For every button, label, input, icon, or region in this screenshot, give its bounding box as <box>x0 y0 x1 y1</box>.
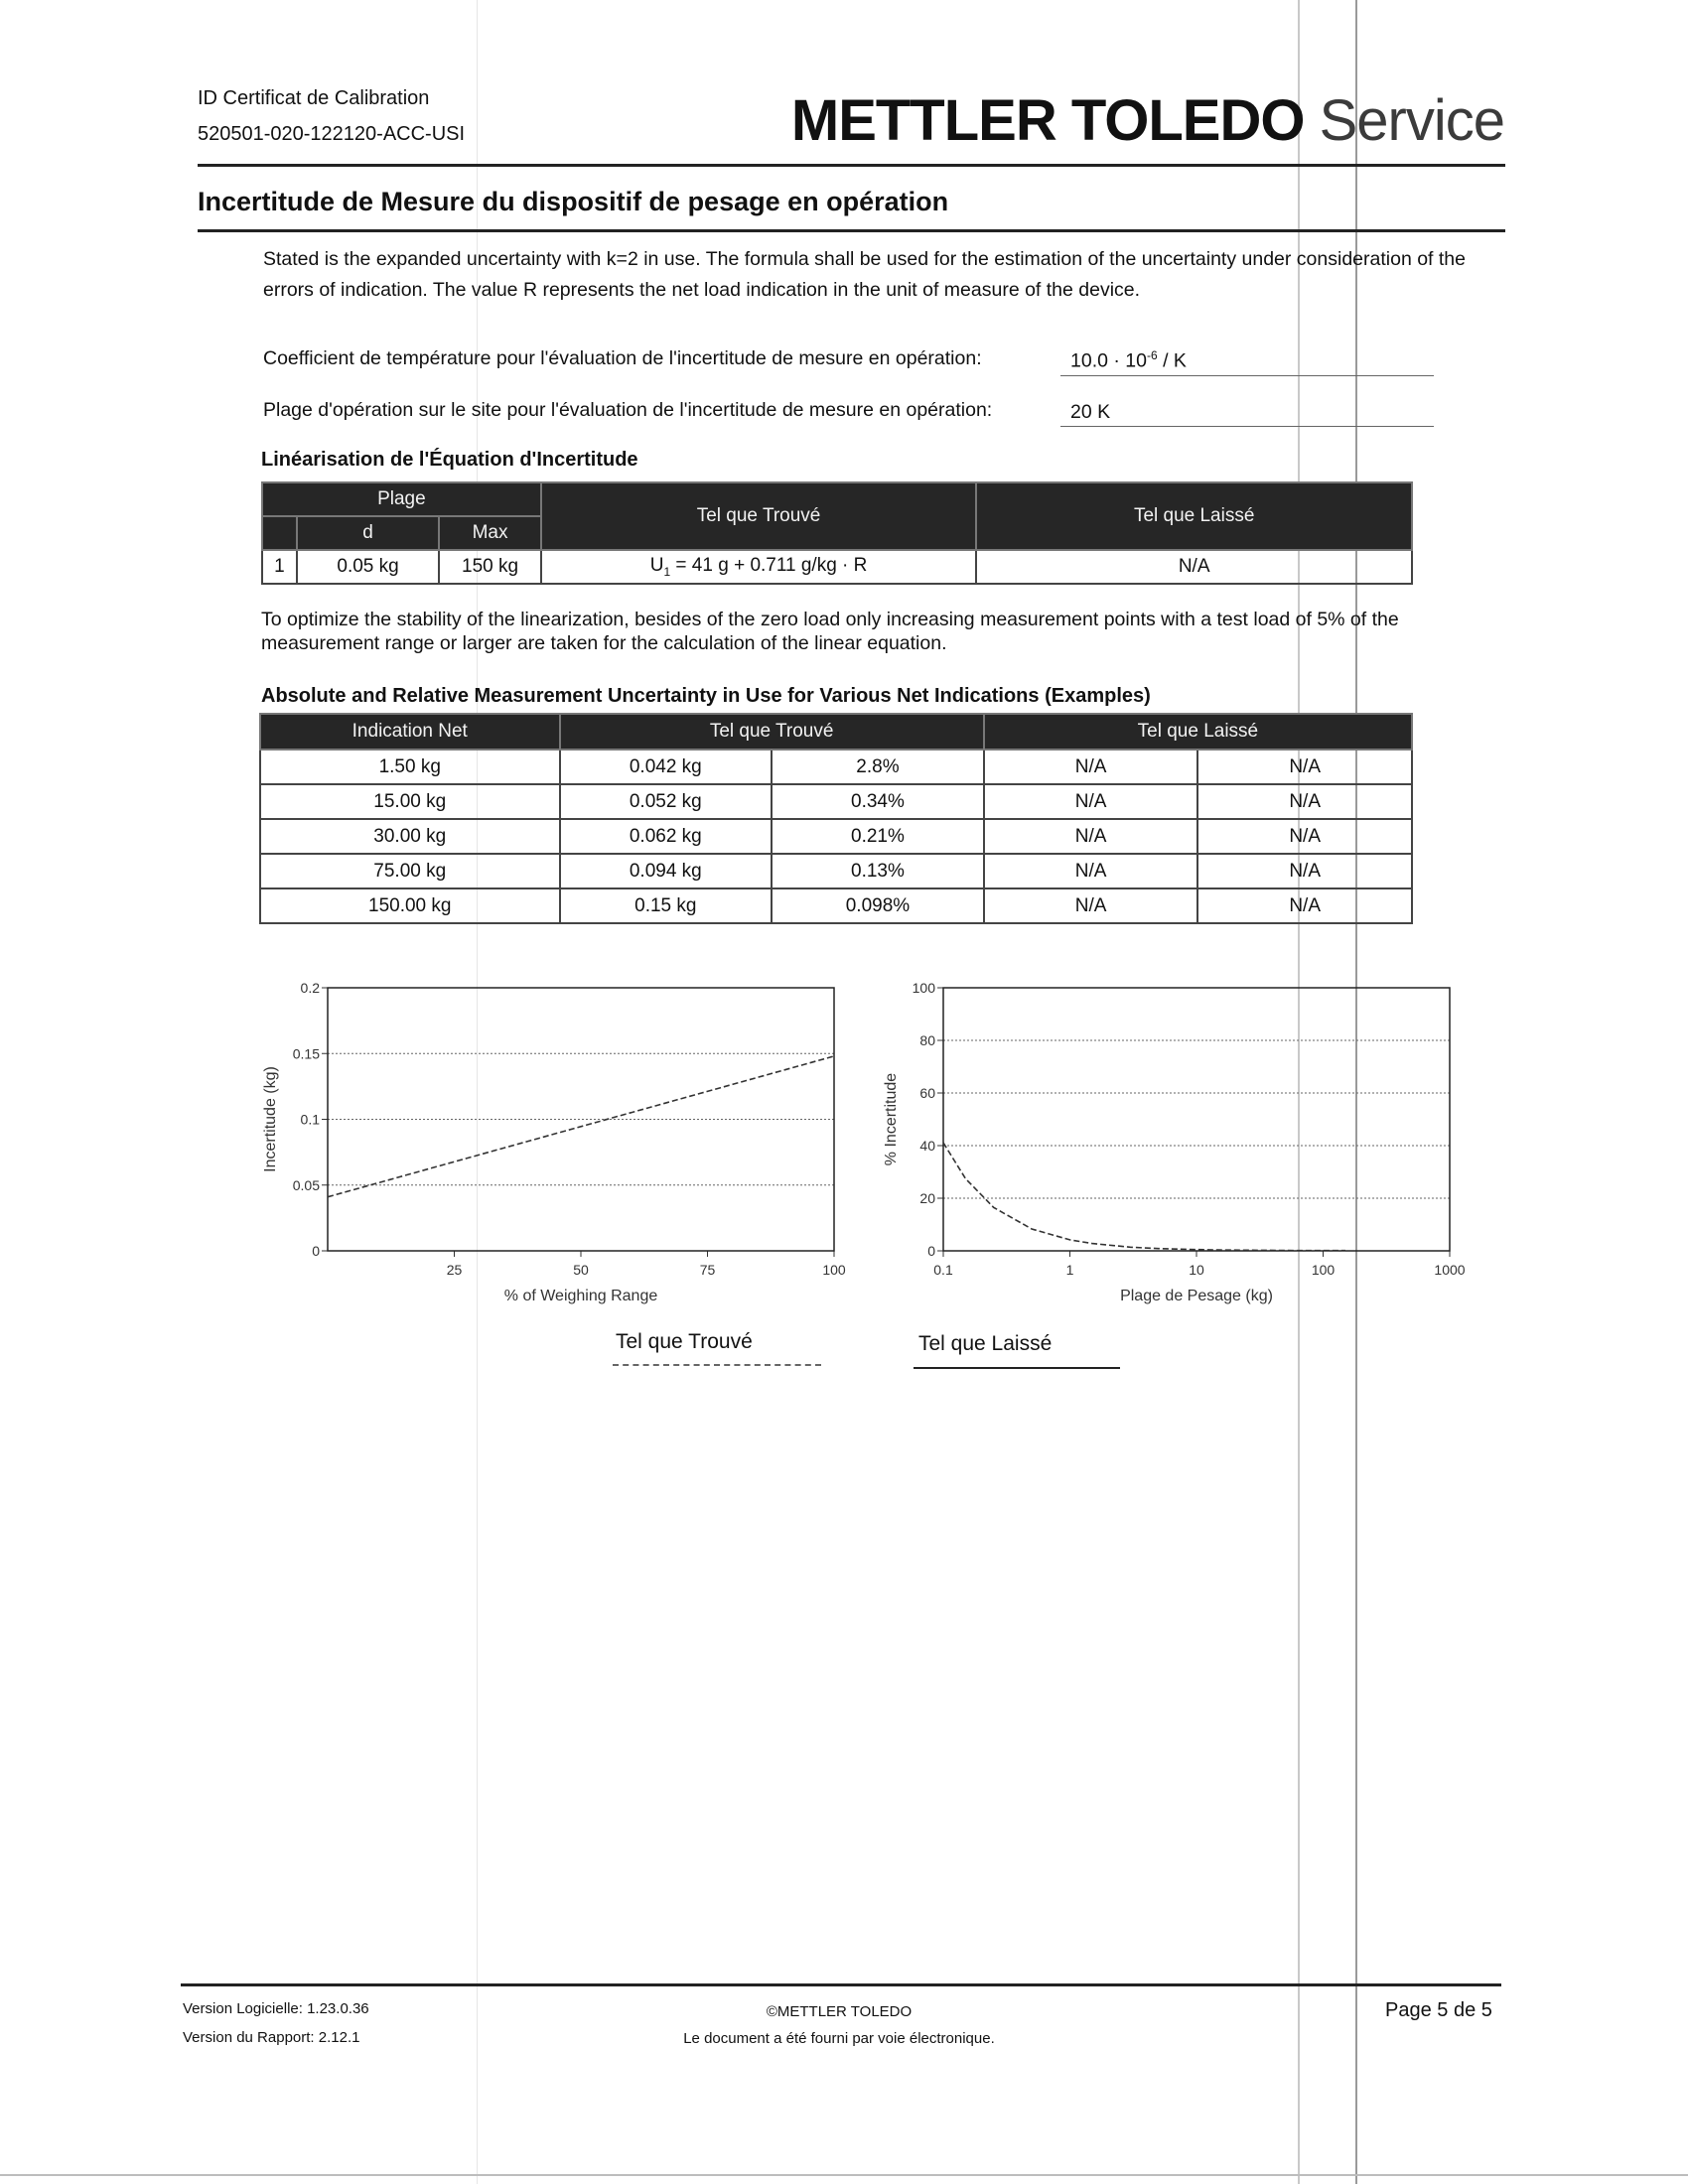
cell-abs-left: N/A <box>984 750 1198 784</box>
cell-rel: 0.098% <box>772 888 984 923</box>
index-header <box>262 516 297 550</box>
cell-abs-left: N/A <box>984 784 1198 819</box>
legend-found-swatch <box>613 1364 821 1366</box>
certificate-type: ID Certificat de Calibration <box>198 87 430 109</box>
intro-text: Stated is the expanded uncertainty with k=2 in use. The formula shall be used for the estimation of the uncertainty under consideration of the errors of indication. The value R represents the net load indication in the unit of measure of the device. <box>263 248 1466 301</box>
brand-service: Service <box>1319 88 1504 153</box>
cell-rel: 0.34% <box>772 784 984 819</box>
x-tick-label: 50 <box>573 1262 589 1278</box>
table-row <box>260 784 1412 819</box>
relative-uncertainty-chart <box>874 978 1470 1315</box>
table-row <box>260 750 1412 784</box>
absolute-uncertainty-chart <box>253 978 859 1315</box>
linearisation-note: To optimize the stability of the linearization, besides of the zero load only increasing measurement points with a test load of 5% of the measurement range or larger are taken for the calculation of the linear equation. <box>261 609 1399 654</box>
cell-rel: 0.13% <box>772 854 984 888</box>
row-left: N/A <box>976 550 1412 584</box>
net-header: Indication Net <box>260 714 560 750</box>
temp-coefficient-unit: / K <box>1157 349 1187 372</box>
certificate-number: 520501-020-122120-ACC-USI <box>198 123 466 145</box>
series-line <box>943 1143 1345 1251</box>
cell-net: 75.00 kg <box>260 854 560 888</box>
row-d: 0.05 kg <box>297 550 439 584</box>
temp-coefficient-value <box>1060 348 1434 376</box>
section-title: Incertitude de Mesure du dispositif de pesage en opération <box>198 187 949 216</box>
series-line <box>328 1056 834 1197</box>
cell-abs: 0.042 kg <box>560 750 773 784</box>
legend-left: Tel que Laissé <box>918 1332 1053 1355</box>
equation-subscript: 1 <box>663 564 671 579</box>
found-header: Tel que Trouvé <box>560 714 984 750</box>
y-tick-label: 0 <box>312 1243 320 1259</box>
header-rule <box>198 164 1505 167</box>
brand-name: METTLER TOLEDO <box>790 88 1305 153</box>
x-tick-label: 75 <box>699 1262 716 1278</box>
temp-coefficient-base: 10.0 · 10 <box>1070 349 1147 372</box>
table-row <box>260 854 1412 888</box>
cell-net: 15.00 kg <box>260 784 560 819</box>
operating-range-label: Plage d'opération sur le site pour l'évaluation de l'incertitude de mesure en opération: <box>263 399 993 421</box>
row-max: 150 kg <box>439 550 540 584</box>
y-tick-label: 0.05 <box>292 1176 320 1193</box>
cell-rel-left: N/A <box>1197 819 1412 854</box>
row-index: 1 <box>262 550 297 584</box>
x-tick-label: 10 <box>1189 1262 1204 1278</box>
cell-abs-left: N/A <box>984 854 1198 888</box>
cell-net: 150.00 kg <box>260 888 560 923</box>
equation-body: = 41 g + 0.711 g/kg · R <box>670 555 868 577</box>
cell-rel: 0.21% <box>772 819 984 854</box>
cell-rel-left: N/A <box>1197 854 1412 888</box>
x-tick-label: 100 <box>1311 1262 1336 1278</box>
cell-abs-left: N/A <box>984 819 1198 854</box>
temp-coefficient-label: Coefficient de température pour l'évaluation de l'incertitude de mesure en opération: <box>263 347 982 369</box>
y-tick-label: 0 <box>927 1243 935 1259</box>
cell-net: 30.00 kg <box>260 819 560 854</box>
y-tick-label: 20 <box>919 1190 935 1206</box>
uncertainty-examples-title: Absolute and Relative Measurement Uncertainty in Use for Various Net Indications (Examples) <box>261 685 1151 707</box>
left-header: Tel que Laissé <box>984 714 1412 750</box>
x-axis-label: Plage de Pesage (kg) <box>1120 1288 1273 1304</box>
x-tick-label: 0.1 <box>933 1262 953 1278</box>
cell-abs: 0.094 kg <box>560 854 773 888</box>
x-axis-label: % of Weighing Range <box>503 1288 658 1304</box>
table-row <box>260 819 1412 854</box>
y-tick-label: 100 <box>912 980 935 996</box>
electronic-note: Le document a été fourni par voie électronique. <box>683 2030 995 2047</box>
linearisation-title: Linéarisation de l'Équation d'Incertitude <box>261 449 638 471</box>
plot-frame <box>943 988 1450 1251</box>
y-axis-label: Incertitude (kg) <box>262 1066 279 1172</box>
y-tick-label: 0.2 <box>300 980 320 996</box>
row-found-equation <box>541 550 977 584</box>
y-tick-label: 80 <box>919 1032 935 1048</box>
x-tick-label: 1000 <box>1434 1262 1466 1278</box>
legend-found: Tel que Trouvé <box>616 1330 753 1353</box>
x-tick-label: 25 <box>446 1262 463 1278</box>
cell-rel-left: N/A <box>1197 888 1412 923</box>
y-tick-label: 0.15 <box>292 1045 320 1062</box>
scan-line <box>0 2174 1688 2176</box>
cell-abs: 0.15 kg <box>560 888 773 923</box>
left-header: Tel que Laissé <box>976 482 1412 550</box>
cell-rel-left: N/A <box>1197 750 1412 784</box>
x-tick-label: 1 <box>1065 1262 1074 1278</box>
x-tick-label: 100 <box>822 1262 846 1278</box>
max-header: Max <box>439 516 540 550</box>
operating-range-value: 20 K <box>1060 401 1434 427</box>
table-row <box>260 888 1412 923</box>
temp-coefficient-exponent: -6 <box>1146 348 1158 362</box>
plage-header: Plage <box>262 482 541 516</box>
cell-abs: 0.062 kg <box>560 819 773 854</box>
cell-abs: 0.052 kg <box>560 784 773 819</box>
section-rule <box>198 229 1505 232</box>
table-row <box>262 550 1412 584</box>
cell-rel: 2.8% <box>772 750 984 784</box>
found-header: Tel que Trouvé <box>541 482 977 550</box>
linearisation-table <box>261 481 1413 585</box>
software-version: Version Logicielle: 1.23.0.36 <box>183 2000 369 2017</box>
uncertainty-examples-table <box>259 713 1413 924</box>
y-axis-label: % Incertitude <box>883 1072 900 1166</box>
cell-rel-left: N/A <box>1197 784 1412 819</box>
cell-net: 1.50 kg <box>260 750 560 784</box>
d-header: d <box>297 516 439 550</box>
y-tick-label: 40 <box>919 1138 935 1154</box>
y-tick-label: 0.1 <box>300 1111 320 1128</box>
legend-left-swatch <box>914 1367 1120 1369</box>
cell-abs-left: N/A <box>984 888 1198 923</box>
footer-rule <box>181 1983 1501 1986</box>
page-number: Page 5 de 5 <box>1385 1999 1492 2021</box>
copyright: ©METTLER TOLEDO <box>766 2003 913 2020</box>
brand-logo <box>791 87 1504 154</box>
report-version: Version du Rapport: 2.12.1 <box>183 2029 360 2046</box>
y-tick-label: 60 <box>919 1085 935 1101</box>
equation-symbol: U <box>649 555 664 577</box>
